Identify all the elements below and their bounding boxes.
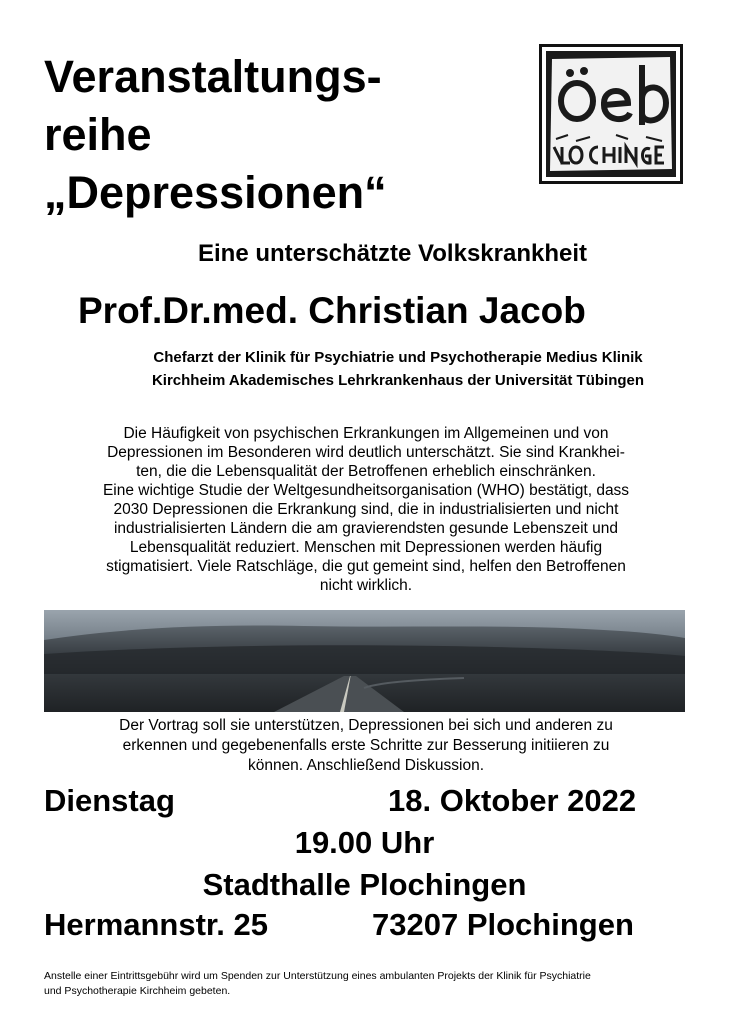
speaker-affiliation <box>78 346 718 392</box>
event-day: Dienstag <box>44 783 175 818</box>
title-line: reihe <box>44 109 152 160</box>
footnote-line: und Psychotherapie Kirchheim gebeten. <box>44 985 231 997</box>
event-date: 18. Oktober 2022 <box>388 783 637 818</box>
logo-artwork <box>546 51 676 177</box>
footnote-line: Anstelle einer Eintrittsgebühr wird um Spenden zur Unterstützung eines ambulanten Projekts der Klinik für Psychiatrie <box>44 970 591 982</box>
event-time: 19.00 Uhr <box>294 825 435 860</box>
intro-line: industrialisierten Ländern die am gravierendsten gesunde Lebenszeit und <box>113 520 619 537</box>
affiliation-line: Chefarzt der Klinik für Psychiatrie und Psychotherapie Medius Klinik <box>153 349 643 366</box>
storm-cloud-road-photo <box>44 610 685 712</box>
intro-line: Die Häufigkeit von psychischen Erkrankungen im Allgemeinen und von <box>123 425 609 442</box>
donation-footnote <box>44 969 704 999</box>
intro-line: Eine wichtige Studie der Weltgesundheitsorganisation (WHO) bestätigt, dass <box>102 482 630 499</box>
intro-line: ten, die die Lebensqualität der Betroffenen erheblich einschränken. <box>136 463 596 480</box>
intro-line: stigmatisiert. Viele Ratschläge, die gut gemeint sind, helfen den Betroffenen <box>106 558 626 575</box>
intro-paragraph <box>36 424 696 595</box>
intro-line: Lebensqualität reduziert. Menschen mit Depressionen werden häufig <box>129 539 603 556</box>
venue-street: Hermannstr. 25 <box>44 907 268 942</box>
title-line: Veranstaltungs- <box>44 51 382 102</box>
lecture-paragraph <box>36 716 696 776</box>
lecture-line: Der Vortrag soll sie unterstützen, Depressionen bei sich und anderen zu <box>119 717 613 734</box>
event-subtitle: Eine unterschätzte Volkskrankheit <box>197 240 587 267</box>
venue-city: 73207 Plochingen <box>372 907 634 942</box>
speaker-name: Prof.Dr.med. Christian Jacob <box>78 290 586 331</box>
intro-line: Depressionen im Besonderen wird deutlich unterschätzt. Sie sind Krankhei- <box>107 444 625 461</box>
lecture-line: können. Anschließend Diskussion. <box>247 757 485 774</box>
title-line: „Depressionen“ <box>44 167 387 218</box>
intro-line: 2030 Depressionen die Erkrankung sind, die in industrialisierten und nicht <box>113 501 619 518</box>
lecture-line: erkennen und gegebenenfalls erste Schritte zur Besserung initiieren zu <box>122 737 610 754</box>
intro-line: nicht wirklich. <box>319 577 413 594</box>
event-venue: Stadthalle Plochingen <box>202 867 527 902</box>
event-series-title <box>44 48 484 222</box>
oeb-plochingen-logo <box>539 44 683 184</box>
affiliation-line: Kirchheim Akademisches Lehrkrankenhaus der Universität Tübingen <box>151 372 645 389</box>
